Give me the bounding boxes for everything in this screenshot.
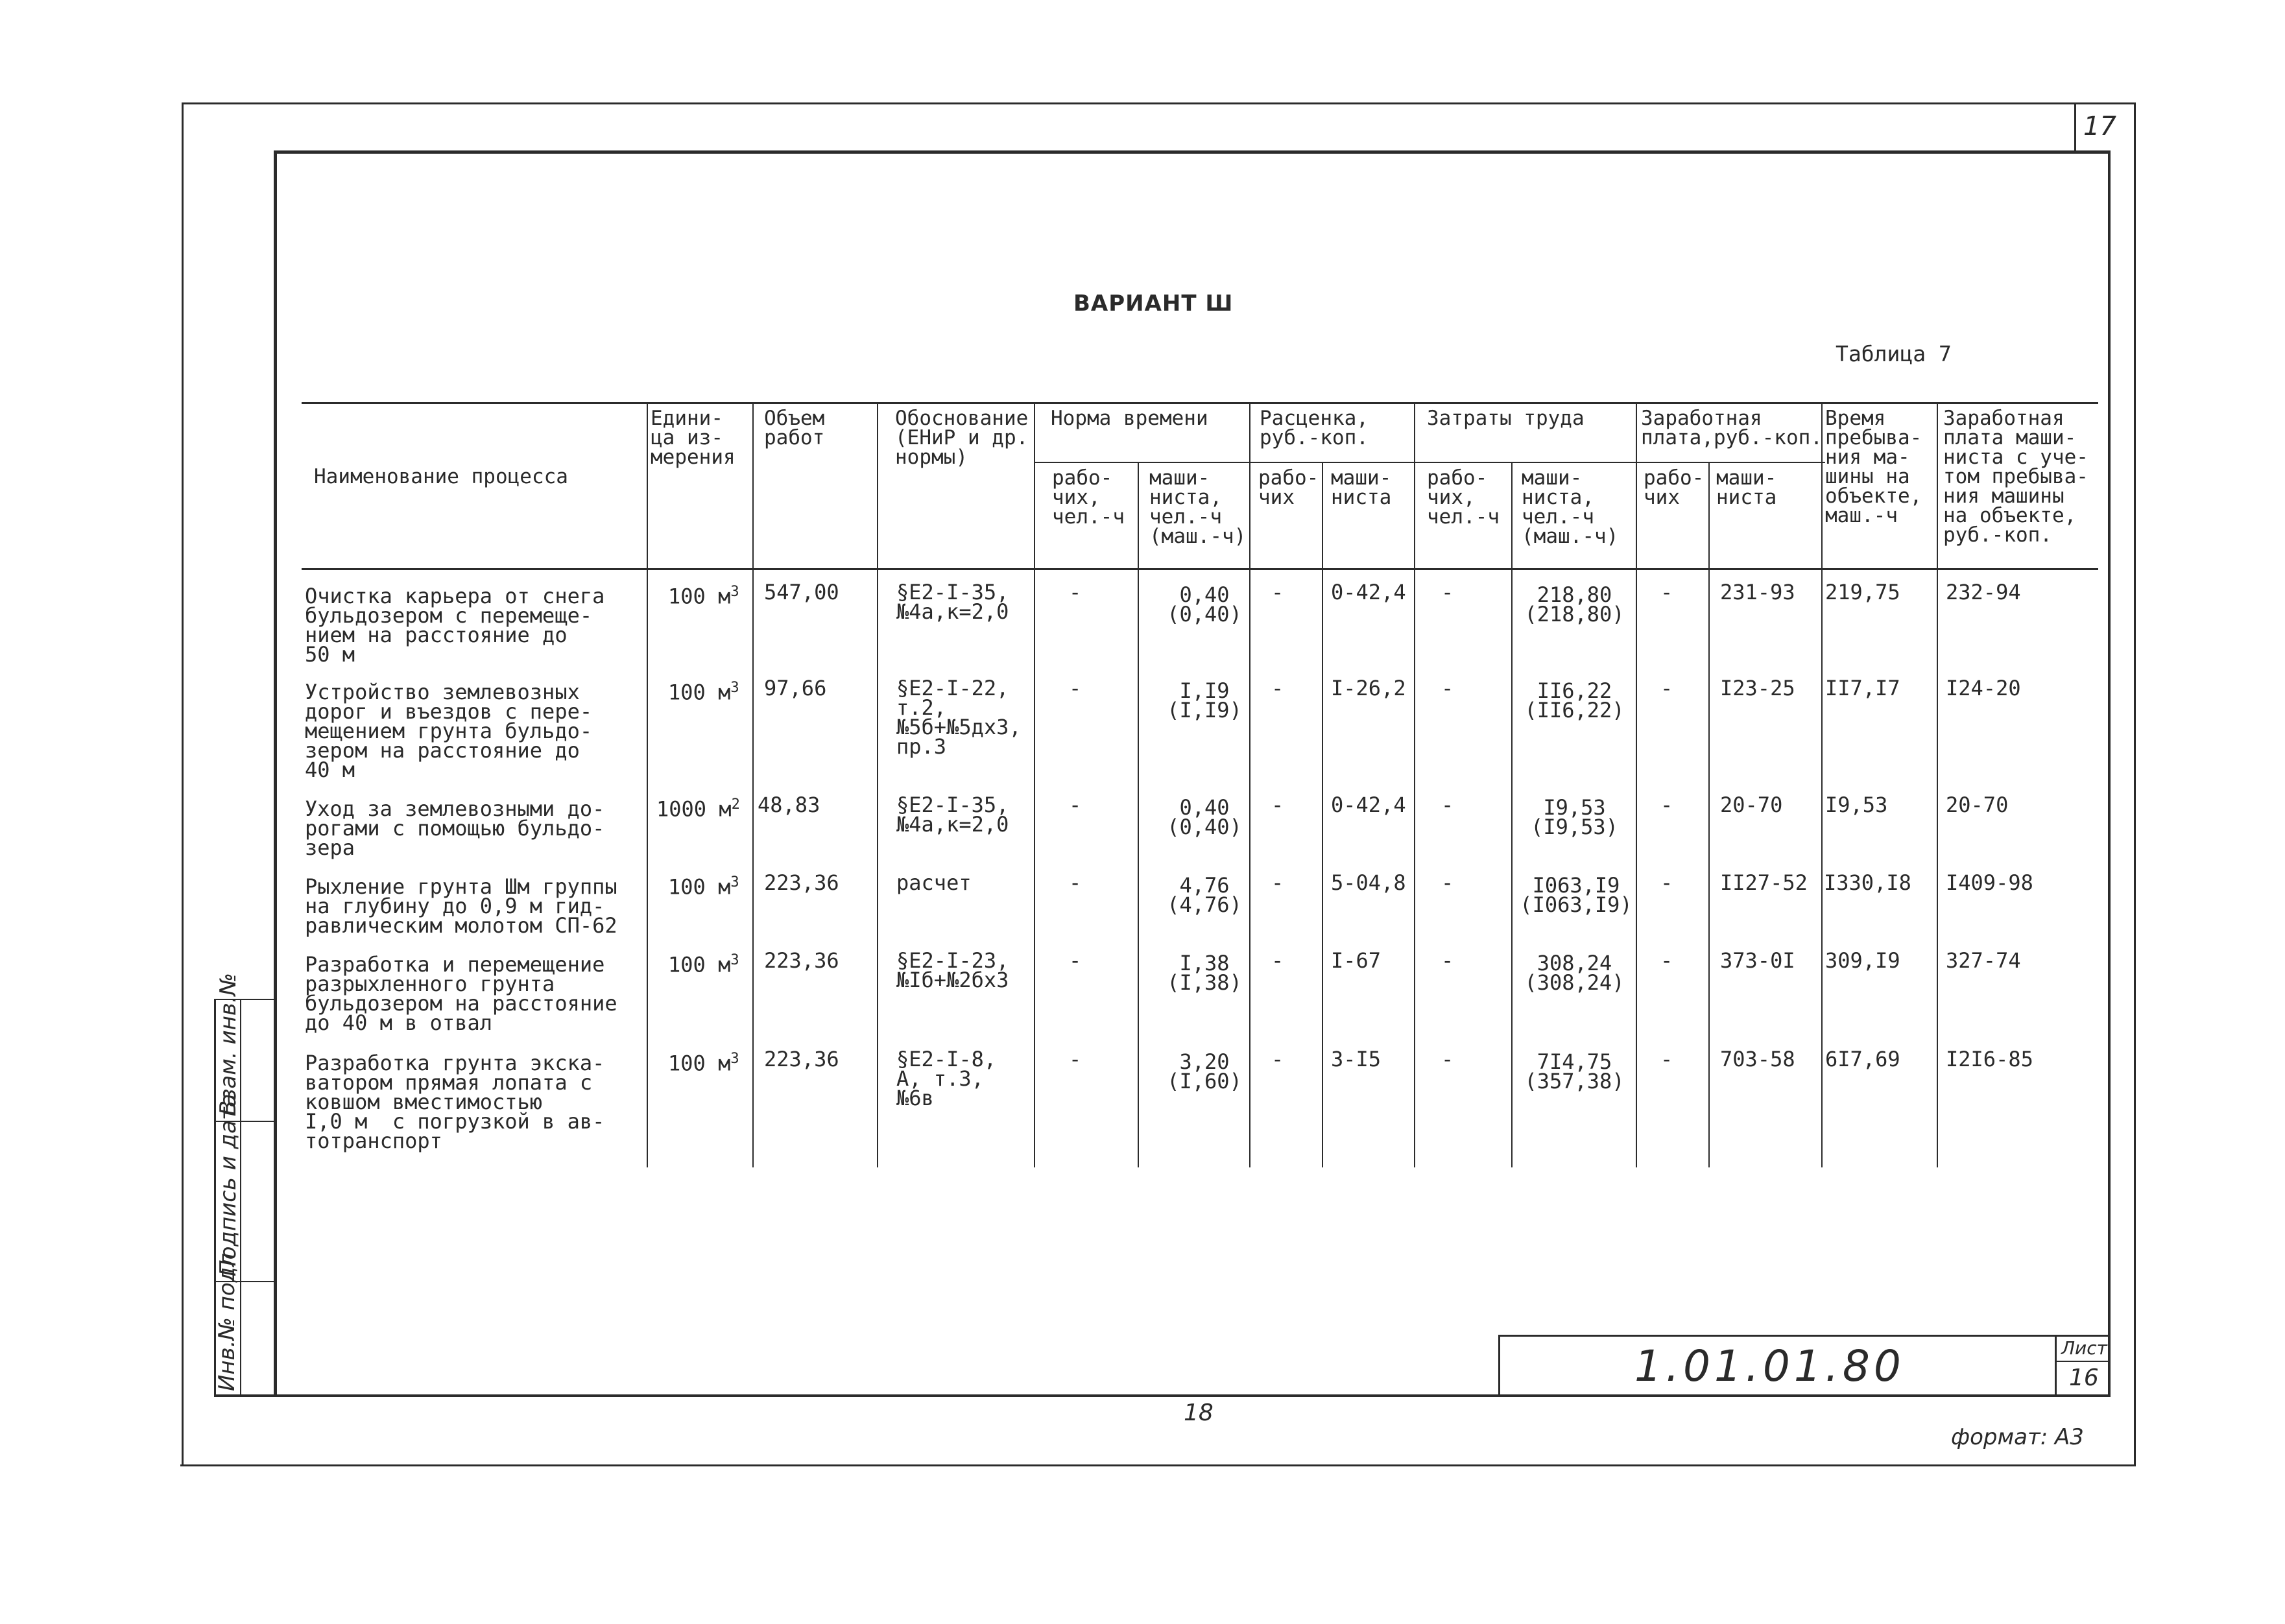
row-5-norm-workers: -: [1069, 948, 1082, 973]
stamp-block-divider: [2055, 1335, 2057, 1396]
row-2-norm-machinist: I,I9 (I,I9): [1167, 678, 1242, 722]
table-header-bottom-rule: [302, 568, 2098, 570]
row-6-name: Разработка грунта экска- ватором прямая лопата с ковшом вместимостью I,0 м с погрузкой в ав- тотранспорт: [305, 1051, 605, 1153]
format-label: формат: А3: [1951, 1424, 2084, 1450]
row-5-time: 309,I9: [1825, 948, 1900, 973]
header-wage-total: Заработная плата маши- ниста с уче- том пребыва- ния машины на объекте, руб.-коп.: [1943, 407, 2088, 547]
row-5-rate-machinist: I-67: [1331, 948, 1382, 973]
row-3-wage-total: 20-70: [1946, 793, 2009, 817]
col-divider: [877, 402, 878, 1167]
row-1-volume: 547,00: [764, 580, 839, 604]
header-wage-workers: рабо- чих: [1644, 466, 1705, 509]
row-3-unit: 1000 $м^2$: [656, 796, 740, 822]
header-wage: Заработная плата,руб.-коп.: [1641, 407, 1823, 449]
row-3-wage-machinist: 20-70: [1720, 793, 1783, 817]
row-4-labor-machinist: I063,I9 (I063,I9): [1520, 873, 1633, 917]
row-6-rate-workers: -: [1271, 1047, 1284, 1071]
header-rate: Расценка, руб.-коп.: [1260, 407, 1369, 449]
row-2-wage-machinist: I23-25: [1720, 676, 1795, 700]
row-5-wage-total: 327-74: [1946, 948, 2021, 973]
row-3-basis: §Е2-I-35, №4а,к=2,0: [896, 793, 1009, 837]
row-1-labor-workers: -: [1441, 580, 1454, 604]
col-divider: [1322, 462, 1323, 1167]
row-6-unit: 100 $м^3$: [668, 1051, 739, 1076]
col-divider: [752, 402, 754, 1167]
row-5-basis: §Е2-I-23, №Iб+№2бх3: [896, 948, 1009, 992]
row-4-wage-total: I409-98: [1946, 870, 2033, 895]
col-divider: [647, 402, 648, 1167]
row-1-basis: §Е2-I-35, №4а,к=2,0: [896, 580, 1009, 624]
row-3-rate-workers: -: [1271, 793, 1284, 817]
row-3-volume: 48,83: [758, 793, 820, 817]
col-divider: [1821, 402, 1823, 1167]
row-5-labor-machinist: 308,24 (308,24): [1524, 951, 1625, 995]
row-4-norm-machinist: 4,76 (4,76): [1167, 873, 1242, 917]
header-unit: Едини- ца из- мерения: [651, 407, 736, 469]
row-4-time: I330,I8: [1824, 870, 1911, 895]
header-labor: Затраты труда: [1427, 407, 1585, 430]
header-labor-machinist: маши- ниста, чел.-ч (маш.-ч): [1522, 466, 1619, 548]
table-label: Таблица 7: [1836, 341, 1952, 366]
row-1-labor-machinist: 218,80 (218,80): [1524, 582, 1625, 627]
row-1-name: Очистка карьера от снега бульдозером с перемеще- нием на расстояние до 50 м: [305, 584, 605, 667]
row-3-labor-workers: -: [1441, 793, 1454, 817]
row-5-unit: 100 $м^3$: [668, 952, 739, 977]
row-1-rate-workers: -: [1271, 580, 1284, 604]
side-label-inv: Инв.№ подл: [214, 1253, 240, 1391]
row-1-unit: 100 $м^3$: [668, 584, 739, 609]
stamp-block-left: [1498, 1335, 1500, 1396]
header-rate-machinist: маши- ниста: [1331, 466, 1392, 509]
row-2-volume: 97,66: [764, 676, 827, 700]
row-1-rate-machinist: 0-42,4: [1331, 580, 1406, 604]
row-4-wage-workers: -: [1660, 870, 1673, 895]
row-2-basis: §Е2-I-22, т.2, №5б+№5дх3, пр.3: [896, 676, 1022, 759]
row-5-norm-machinist: I,38 (I,38): [1167, 951, 1242, 995]
sheet-number: 16: [2069, 1365, 2099, 1391]
row-4-rate-workers: -: [1271, 870, 1284, 895]
row-3-norm-workers: -: [1069, 793, 1082, 817]
row-5-labor-workers: -: [1441, 948, 1454, 973]
row-3-name: Уход за землевозными до- рогами с помощью бульдо- зера: [305, 796, 605, 860]
row-6-basis: §Е2-I-8, А, т.3, №6в: [896, 1047, 997, 1110]
col-divider: [1511, 462, 1513, 1167]
row-3-time: I9,53: [1825, 793, 1888, 817]
row-2-rate-workers: -: [1271, 676, 1284, 700]
header-norm: Норма времени: [1051, 407, 1208, 430]
col-divider: [1708, 462, 1710, 1167]
header-norm-machinist: маши- ниста, чел.-ч (маш.-ч): [1149, 466, 1247, 548]
row-2-wage-total: I24-20: [1946, 676, 2021, 700]
row-3-rate-machinist: 0-42,4: [1331, 793, 1406, 817]
row-4-norm-workers: -: [1069, 870, 1082, 895]
row-6-wage-total: I2I6-85: [1946, 1047, 2033, 1071]
row-3-norm-machinist: 0,40 (0,40): [1167, 795, 1242, 839]
row-2-norm-workers: -: [1069, 676, 1082, 700]
row-4-rate-machinist: 5-04,8: [1331, 870, 1406, 895]
row-2-rate-machinist: I-26,2: [1331, 676, 1406, 700]
row-5-wage-machinist: 373-0I: [1720, 948, 1795, 973]
row-2-wage-workers: -: [1660, 676, 1673, 700]
row-1-norm-workers: -: [1069, 580, 1082, 604]
header-volume: Объем работ: [764, 407, 825, 449]
row-1-wage-machinist: 231-93: [1720, 580, 1795, 604]
row-6-time: 6I7,69: [1825, 1047, 1900, 1071]
row-6-norm-machinist: 3,20 (I,60): [1167, 1049, 1242, 1093]
page-title: ВАРИАНТ Ш: [1073, 291, 1234, 316]
header-time: Время пребыва- ния ма- шины на объекте, маш.-ч: [1825, 407, 1922, 527]
table-subheader-rule: [1035, 462, 1825, 463]
col-divider: [1138, 462, 1139, 1167]
row-2-name: Устройство землевозных дорог и въездов с пере- мещением грунта бульдо- зером на расстояние до 40 м: [305, 680, 593, 782]
row-5-wage-workers: -: [1660, 948, 1673, 973]
table-top-rule: [302, 402, 2098, 404]
col-divider: [1937, 402, 1938, 1167]
page-number-top: 17: [2083, 112, 2116, 141]
col-divider: [1636, 402, 1637, 1167]
bottom-page-number: 18: [1184, 1400, 1214, 1426]
row-4-unit: 100 $м^3$: [668, 874, 739, 900]
row-5-volume: 223,36: [764, 948, 839, 973]
header-norm-workers: рабо- чих, чел.-ч: [1052, 466, 1125, 529]
row-1-norm-machinist: 0,40 (0,40): [1167, 582, 1242, 627]
row-2-unit: 100 $м^3$: [668, 680, 739, 705]
row-3-wage-workers: -: [1660, 793, 1673, 817]
row-6-labor-machinist: 7I4,75 (357,38): [1524, 1049, 1625, 1093]
row-4-volume: 223,36: [764, 870, 839, 895]
col-divider: [1414, 402, 1415, 1167]
header-rate-workers: рабо- чих: [1258, 466, 1319, 509]
header-labor-workers: рабо- чих, чел.-ч: [1427, 466, 1500, 529]
row-6-rate-machinist: 3-I5: [1331, 1047, 1382, 1071]
row-4-labor-workers: -: [1441, 870, 1454, 895]
row-6-wage-machinist: 703-58: [1720, 1047, 1795, 1071]
document-code: 1.01.01.80: [1634, 1341, 1905, 1391]
row-6-norm-workers: -: [1069, 1047, 1082, 1071]
row-6-labor-workers: -: [1441, 1047, 1454, 1071]
col-divider: [1034, 402, 1035, 1167]
header-basis: Обоснование (ЕНиР и др. нормы): [895, 407, 1029, 469]
side-label-vzam: Взам. инв.№: [215, 972, 241, 1116]
row-1-wage-total: 232-94: [1946, 580, 2021, 604]
row-2-time: II7,I7: [1825, 676, 1900, 700]
row-6-volume: 223,36: [764, 1047, 839, 1071]
row-1-wage-workers: -: [1660, 580, 1673, 604]
header-wage-machinist: маши- ниста: [1716, 466, 1777, 509]
row-4-basis: расчет: [896, 870, 972, 895]
side-label-sign-date: Подпись и дата: [215, 1093, 241, 1276]
sheet-label: Лист: [2061, 1337, 2107, 1359]
row-6-wage-workers: -: [1660, 1047, 1673, 1071]
row-4-name: Рыхление грунта Шм группы на глубину до 0,9 м гид- равлическим молотом СП-62: [305, 874, 617, 938]
row-5-rate-workers: -: [1271, 948, 1284, 973]
row-2-labor-machinist: II6,22 (II6,22): [1524, 678, 1625, 722]
row-3-labor-machinist: I9,53 (I9,53): [1531, 795, 1618, 839]
header-name: Наименование процесса: [314, 465, 568, 488]
stamp-block-sheet-rule: [2055, 1361, 2111, 1362]
row-2-labor-workers: -: [1441, 676, 1454, 700]
row-5-name: Разработка и перемещение разрыхленного грунта бульдозером на расстояние до 40 м в отвал: [305, 952, 617, 1035]
row-4-wage-machinist: II27-52: [1720, 870, 1808, 895]
row-1-time: 219,75: [1825, 580, 1900, 604]
stamp-block-top: [1498, 1335, 2111, 1337]
